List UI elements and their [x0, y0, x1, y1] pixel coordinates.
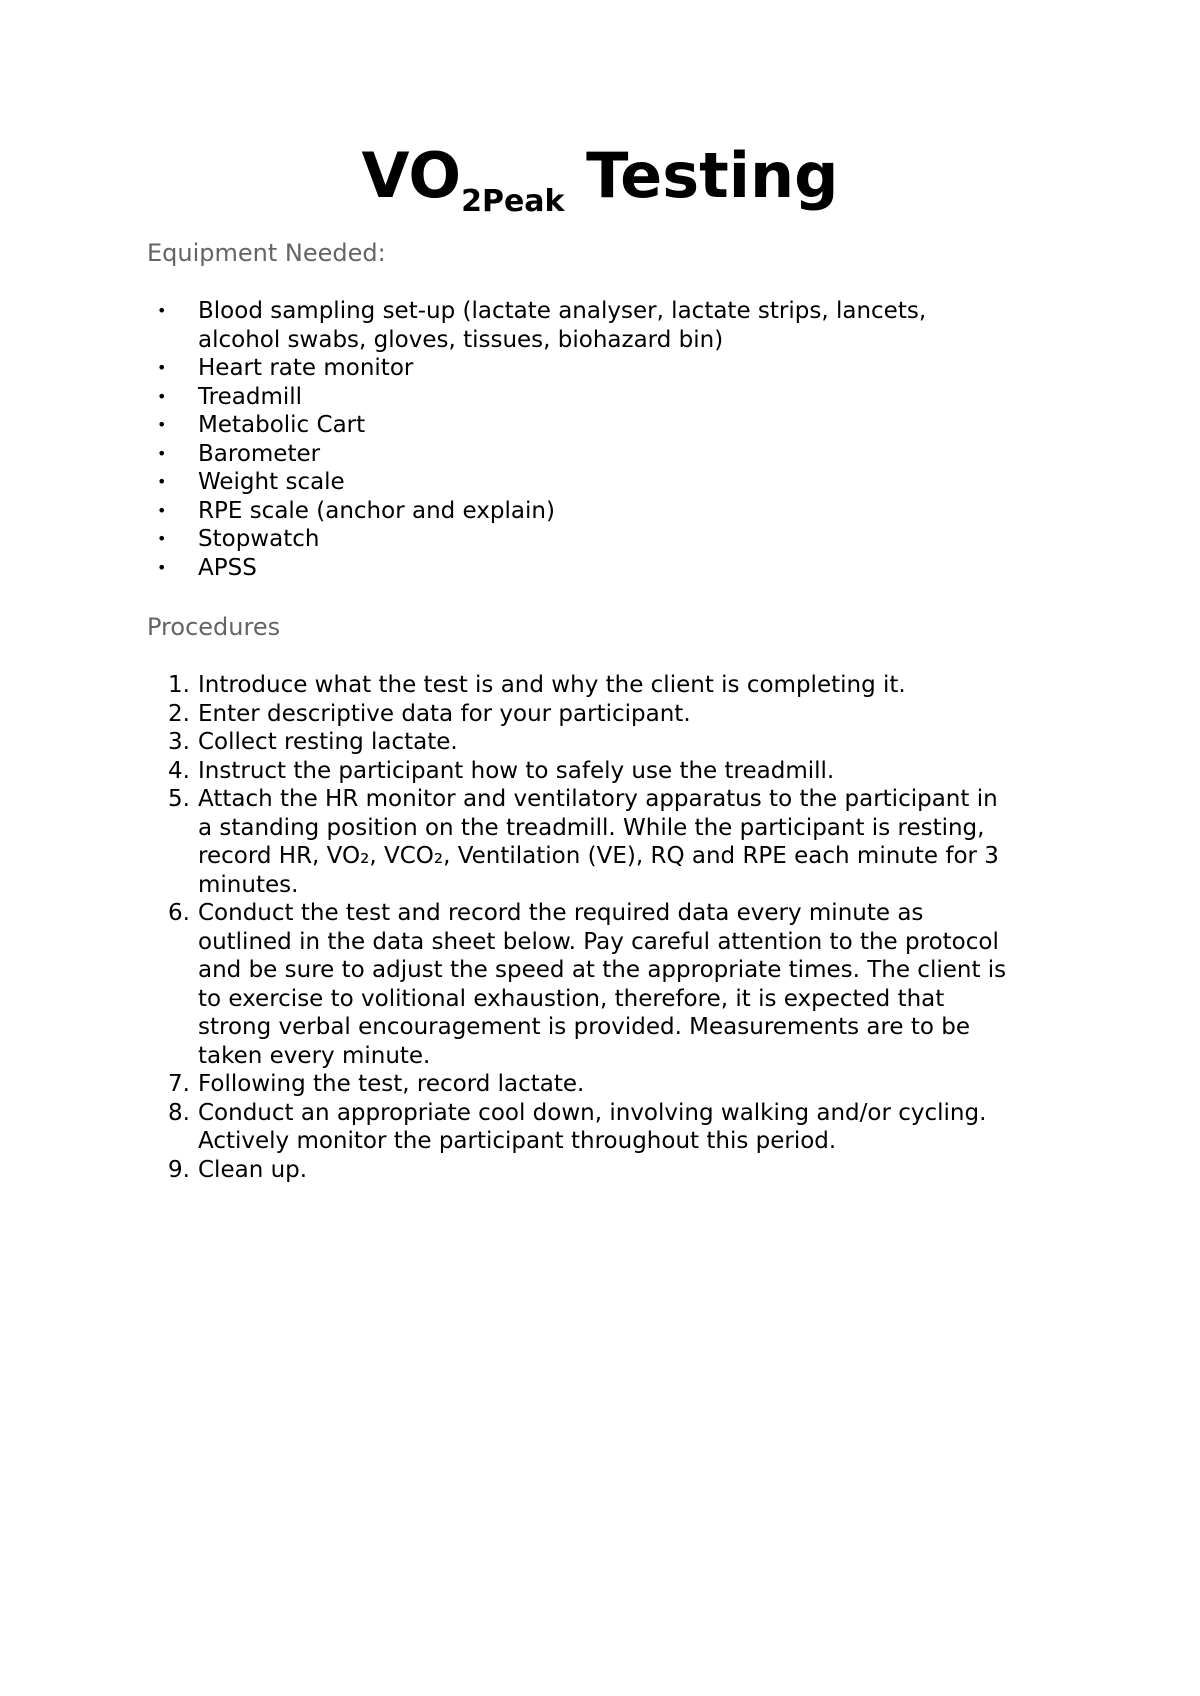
list-item: [0, 1156, 1058, 1185]
list-item: [0, 1099, 1058, 1156]
list-item: [0, 297, 1058, 354]
equipment-heading: Equipment Needed:: [147, 239, 386, 267]
procedures-list: [0, 671, 1058, 1184]
list-item: [0, 700, 1058, 729]
list-item-text: Instruct the participant how to safely use the treadmill.: [198, 757, 835, 784]
bullet-icon: •: [157, 358, 167, 377]
list-item: [0, 554, 1058, 583]
list-item: [0, 671, 1058, 700]
list-item: [0, 411, 1058, 440]
list-item: [0, 1070, 1058, 1099]
bullet-icon: •: [157, 386, 167, 406]
list-item-text: Barometer: [198, 440, 321, 467]
equipment-list: [0, 297, 1058, 582]
list-item-text: Conduct an appropriate cool down, involving walking and/or cycling. Actively monitor the participant throughout this period.: [198, 1099, 987, 1154]
list-number: 9.: [168, 1156, 190, 1183]
list-item-text: Conduct the test and record the required data every minute as outlined in the data sheet below. Pay careful attention to the protocol and be sure to adjust the speed at the appropriate times. The client is to exercise to volitional exhaustion, therefore, it is expected that strong verbal encouragement is provided. Measurements are to be taken every minute.: [198, 900, 1007, 1069]
list-item-text: Following the test, record lactate.: [198, 1071, 585, 1097]
list-number: 5.: [168, 786, 190, 812]
list-item-text: Weight scale: [198, 469, 345, 495]
list-item-text: Stopwatch: [198, 526, 320, 552]
list-item-text: Blood sampling set-up (lactate analyser, lactate strips, lancets, alcohol swabs, gloves, tissues, biohazard bin): [198, 298, 927, 353]
document-title: [0, 139, 1200, 219]
list-item-text: Treadmill: [198, 383, 303, 410]
list-item-text: Enter descriptive data for your participant.: [198, 700, 691, 727]
list-item: [0, 497, 1058, 526]
list-item-text: RPE scale (anchor and explain): [198, 497, 555, 524]
list-item: [0, 383, 1058, 412]
list-number: 7.: [168, 1071, 190, 1097]
procedures-heading: Procedures: [147, 613, 281, 641]
list-item: [0, 785, 1058, 899]
list-item: [0, 525, 1058, 554]
list-number: 8.: [168, 1099, 190, 1126]
list-number: 1.: [168, 672, 190, 698]
list-item-text: Heart rate monitor: [198, 355, 414, 381]
list-number: 6.: [168, 900, 190, 926]
list-item-text: Introduce what the test is and why the client is completing it.: [198, 672, 906, 698]
bullet-icon: •: [157, 472, 167, 491]
list-item-text: APSS: [198, 554, 257, 581]
bullet-icon: •: [157, 443, 167, 463]
list-item: [0, 899, 1058, 1070]
list-item-text: Collect resting lactate.: [198, 729, 458, 755]
title-rest: Testing: [586, 139, 839, 212]
title-main: VO: [361, 139, 462, 212]
list-item-text: Metabolic Cart: [198, 412, 366, 438]
title-subscript: 2Peak: [461, 184, 565, 219]
list-item: [0, 728, 1058, 757]
bullet-icon: •: [157, 301, 167, 320]
bullet-icon: •: [157, 557, 167, 577]
list-item: [0, 440, 1058, 469]
list-item: [0, 354, 1058, 383]
list-item-text: Attach the HR monitor and ventilatory apparatus to the participant in a standing position on the treadmill. While the participant is resting, record HR, VO₂, VCO₂, Ventilation (VE), RQ and RPE each minute for 3 minutes.: [198, 786, 999, 898]
list-item: [0, 757, 1058, 786]
list-item-text: Clean up.: [198, 1156, 308, 1183]
bullet-icon: •: [157, 415, 167, 434]
bullet-icon: •: [157, 529, 167, 548]
list-number: 3.: [168, 729, 190, 755]
bullet-icon: •: [157, 500, 167, 520]
list-number: 2.: [168, 700, 190, 727]
list-item: [0, 468, 1058, 497]
list-number: 4.: [168, 757, 190, 784]
